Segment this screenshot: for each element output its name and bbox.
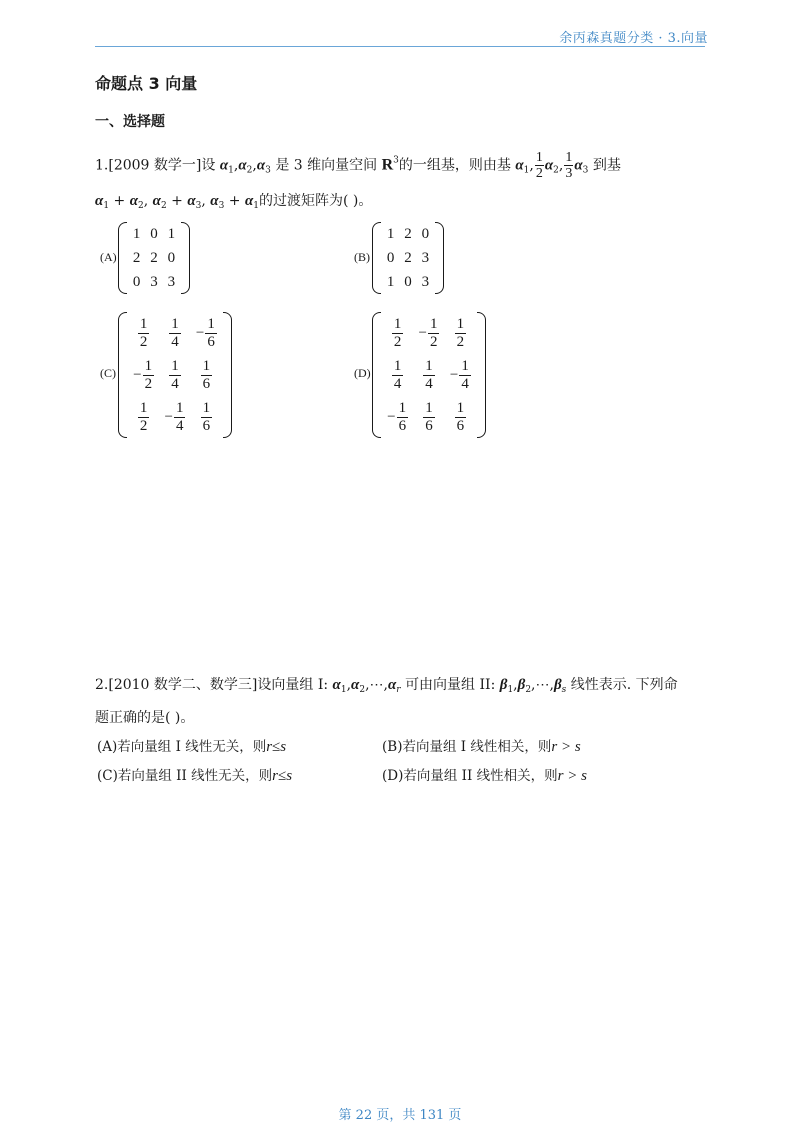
matrix-cell: − $\frac{1}{6}$ xyxy=(195,315,215,350)
q2-choice-c-text: 若向量组 II 线性无关，则 xyxy=(117,768,273,784)
q2-source: [2010 数学二、数学三] xyxy=(108,677,258,693)
page-footer: 第 22 页，共 131 页 xyxy=(338,1108,462,1123)
q1-option-b-label: (B) xyxy=(354,250,370,264)
matrix-cell: − $\frac{1}{4}$ xyxy=(164,399,184,434)
q2-choice-b-label: (B) xyxy=(382,739,403,755)
matrix-cell: 1 6 xyxy=(202,357,211,392)
q2-line-1: 2.[2010 数学二、数学三]设向量组 I: $\alpha_1,\alpha_2,\cdots,\alpha_r$ 可由向量组 II: $\beta_1,\beta_2,\cdots,\beta_s$ 线性表示. 下列命 xyxy=(95,677,678,695)
q2-choice-b xyxy=(382,735,581,756)
q1-number: 1. xyxy=(95,157,109,174)
q2-line-2 xyxy=(95,707,194,727)
q2-choice-b-text: 若向量组 I 线性相关，则 xyxy=(402,739,552,755)
q1-text-2: 是 3 维向量空间 xyxy=(275,157,378,174)
q2-choice-a xyxy=(97,735,286,756)
matrix-cell: 1 6 xyxy=(202,399,211,434)
matrix-cell: 1 6 xyxy=(425,399,433,434)
q2-choice-d-expr: r > s xyxy=(557,768,587,784)
matrix-cell: − $\frac{1}{6}$ xyxy=(387,399,407,434)
q2-choice-a-expr: r≤s xyxy=(266,739,287,755)
matrix-cell: − $\frac{1}{4}$ xyxy=(449,357,469,392)
matrix-cell: 1 2 xyxy=(393,315,402,350)
q2-choice-a-text: 若向量组 I 线性无关，则 xyxy=(117,739,267,755)
q1-option-c-label: (C) xyxy=(100,366,116,380)
matrix-cell: − $\frac{1}{2}$ xyxy=(418,315,438,350)
q2-choice-b-expr: r > s xyxy=(551,739,581,755)
q2-number: 2. xyxy=(95,677,109,693)
q1-line-1: 1.[2009 数学一]设 $\alpha_1,\alpha_2,\alpha_3$ 是 3 维向量空间 $R^3$的一组基，则由基 $\alpha_1$, $\frac{1}{2}$ $\alpha_2$, $\frac{1}{3}$ $\alpha_3$ 到基 xyxy=(95,150,621,181)
matrix-cell: 1 2 xyxy=(139,399,148,434)
q2-choice-d-text: 若向量组 II 线性相关，则 xyxy=(403,768,558,784)
matrix-cell: 1 2 xyxy=(139,315,148,350)
matrix-cell: 1 2 xyxy=(456,315,465,350)
q2-choice-c-expr: r≤s xyxy=(272,768,293,784)
q1-text-5: 的过渡矩阵为( )。 xyxy=(259,193,373,209)
q2-text-3: 线性表示. 下列命 xyxy=(570,677,678,693)
matrix-cell: 1 4 xyxy=(425,357,433,392)
q1-option-a-matrix: 1 0 1 2 2 0 0 3 3 xyxy=(118,222,190,294)
matrix-cell: 1 4 xyxy=(393,357,402,392)
q2-choice-c-label: (C) xyxy=(97,768,118,784)
q1-option-d-label: (D) xyxy=(354,366,371,380)
matrix-cell: 1 6 xyxy=(456,399,465,434)
q1-option-b-matrix: 1 2 0 0 2 3 1 0 3 xyxy=(372,222,444,294)
matrix-cell: 1 4 xyxy=(171,315,179,350)
q1-text-4: 到基 xyxy=(592,157,621,174)
q2-choice-a-label: (A) xyxy=(97,739,118,755)
q1-line-2: $\alpha_1 + \alpha_2$, $\alpha_2 + \alpha_3$, $\alpha_3 + \alpha_1$的过渡矩阵为( )。 xyxy=(95,193,373,211)
q2-choice-d xyxy=(382,764,587,785)
matrix-cell: 1 4 xyxy=(171,357,179,392)
q1-source: [2009 数学一] xyxy=(108,157,202,174)
q1-option-c-matrix xyxy=(118,312,232,438)
q2-text-1: 设向量组 I: xyxy=(257,677,329,693)
q1-option-a-label: (A) xyxy=(100,250,117,264)
subsection-title: 一、选择题 xyxy=(95,114,165,130)
q1-text-1: 设 xyxy=(201,157,216,174)
running-header: 余丙森真题分类 · 3.向量 xyxy=(559,31,708,46)
header-rule xyxy=(95,46,705,47)
q2-text-4: 题正确的是( )。 xyxy=(95,710,195,726)
q2-choice-d-label: (D) xyxy=(382,768,404,784)
q2-text-2: 可由向量组 II: xyxy=(405,677,496,693)
q2-choice-c xyxy=(97,764,292,785)
section-title: 命题点 3 向量 xyxy=(95,74,198,93)
q1-text-3: 的一组基，则由基 xyxy=(398,157,511,174)
q1-option-d-matrix xyxy=(372,312,486,438)
matrix-cell: − $\frac{1}{2}$ xyxy=(133,357,153,392)
